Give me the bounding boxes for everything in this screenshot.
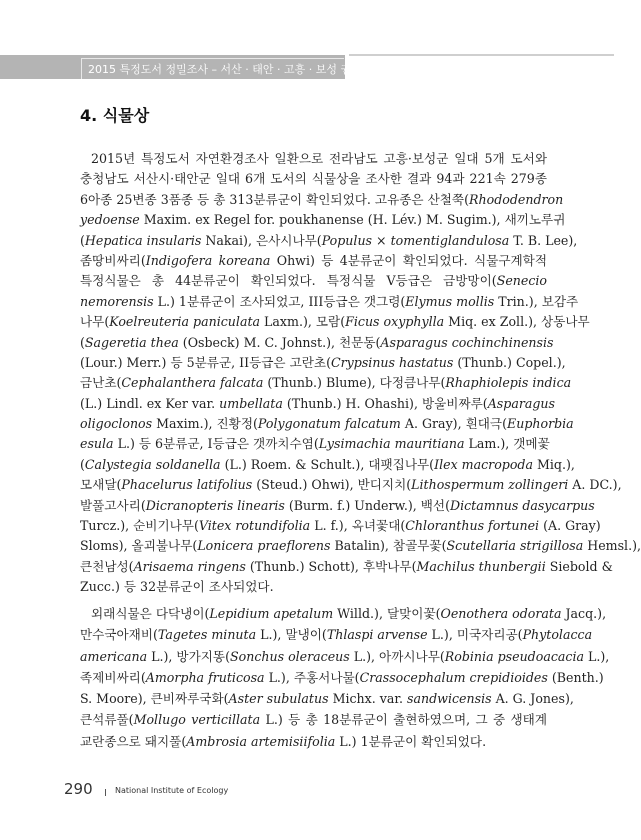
- text-line: [80, 577, 547, 597]
- text-line: [80, 475, 622, 495]
- scientific-name: nemorensis: [80, 293, 154, 309]
- text-segment: Miq.),: [533, 456, 575, 472]
- text-segment: (Thunb.) Blume), 다정큼나무(: [263, 375, 446, 391]
- scientific-name: americana: [80, 648, 148, 664]
- scientific-name: Chloranthus fortunei: [405, 518, 540, 534]
- text-segment: 좀땅비싸리(: [80, 252, 146, 268]
- text-segment: Maxim.), 진황정(: [152, 416, 258, 432]
- scientific-name: Asparagus: [487, 395, 555, 411]
- scientific-name: yedoense: [80, 212, 140, 228]
- text-line: [80, 688, 574, 709]
- scientific-name: Calystegia soldanella: [84, 456, 221, 472]
- scientific-name: Rhododendron: [469, 191, 564, 207]
- header-divider: [349, 54, 614, 56]
- scientific-name: umbellata: [219, 395, 283, 411]
- text-segment: (Thunb.) Copel.),: [453, 354, 566, 370]
- text-segment: L.) 1분류군이 조사되었고, III등급은 갯그령(: [153, 293, 406, 309]
- scientific-name: Scutellaria strigillosa: [446, 538, 584, 554]
- scientific-name: Oenothera odorata: [440, 606, 562, 621]
- scientific-name: Aster subulatus: [228, 691, 329, 707]
- text-segment: Zucc.) 등 32분류군이 조사되었다.: [80, 579, 274, 595]
- text-segment: L.) 1분류군이 확인되었다.: [335, 733, 487, 749]
- text-segment: Turcz.), 순비기나무(: [80, 518, 199, 534]
- scientific-name: Euphorbia: [507, 416, 574, 432]
- page-number: 290: [64, 780, 93, 798]
- text-segment: 외래식물은 다닥냉이(: [91, 606, 210, 621]
- scientific-name: Vitex rotundifolia: [198, 518, 311, 534]
- text-line: [80, 516, 601, 536]
- text-line: [80, 496, 595, 516]
- scientific-name: Mollugo verticillata: [133, 712, 261, 728]
- text-line: [80, 353, 566, 373]
- text-segment: 만수국아재비(: [80, 627, 158, 643]
- text-segment: S. Moore), 큰비짜루국화(: [80, 691, 229, 707]
- text-line: [80, 333, 554, 353]
- scientific-name: Hepatica insularis: [84, 232, 202, 248]
- scientific-name: Amorpha fruticosa: [145, 669, 265, 685]
- scientific-name: Machilus thunbergii: [416, 558, 546, 574]
- text-line: [80, 271, 547, 291]
- scientific-name: Ficus oxyphylla: [345, 314, 445, 330]
- text-segment: 족제비싸리(: [80, 669, 146, 685]
- text-line: [80, 231, 578, 251]
- scientific-name: Thlaspi arvense: [326, 627, 428, 643]
- text-segment: (Thunb.) Schott), 후박나무(: [245, 558, 417, 574]
- scientific-name: Dicranopteris linearis: [145, 497, 285, 513]
- scientific-name: sandwicensis: [407, 691, 492, 707]
- text-segment: (L.) Lindl. ex Ker var.: [80, 395, 220, 411]
- scientific-name: Lonicera praeflorens: [197, 538, 331, 554]
- scientific-name: Ilex macropoda: [434, 456, 533, 472]
- scientific-name: Senecio: [496, 273, 547, 289]
- scientific-name: Polygonatum falcatum: [257, 416, 401, 432]
- text-segment: (Steud.) Ohwi), 반디지치(: [252, 477, 412, 493]
- scientific-name: Sageretia thea: [84, 334, 179, 350]
- text-segment: Jacq.),: [561, 606, 607, 621]
- text-line: [80, 312, 590, 332]
- text-line: [80, 169, 547, 189]
- text-segment: 큰천남성(: [80, 558, 134, 574]
- text-line: [80, 434, 550, 454]
- paragraph-alien-flora: [80, 603, 610, 752]
- text-line: [80, 251, 547, 271]
- text-segment: (Osbeck) M. C. Johnst.), 천문동(: [178, 334, 381, 350]
- text-segment: Ohwi) 등 4분류군이 확인되었다. 식물구계학적: [270, 252, 547, 268]
- scientific-name: Populus × tomentiglandulosa: [321, 232, 510, 248]
- text-segment: L.), 주홍서나물(: [264, 669, 360, 685]
- scientific-name: esula: [80, 436, 114, 452]
- text-segment: L.), 말냉이(: [256, 627, 327, 643]
- text-segment: L.) 등 6분류군, I등급은 갯까치수염(: [113, 436, 319, 452]
- text-segment: L.), 아까시나무(: [349, 648, 445, 664]
- text-segment: (: [80, 334, 85, 350]
- text-line: [80, 394, 555, 414]
- scientific-name: Crassocephalum crepidioides: [359, 669, 548, 685]
- scientific-name: Phytolacca: [522, 627, 593, 643]
- paragraph-native-flora: [80, 149, 641, 598]
- text-segment: (A. Gray): [539, 518, 601, 534]
- text-segment: (L.) Roem. & Schult.), 대팻집나무(: [220, 456, 435, 472]
- text-line: [80, 414, 574, 434]
- text-segment: Maxim. ex Regel for. poukhanense (H. Lév.) M. Sugim.), 새끼노루귀: [139, 212, 566, 228]
- running-header-title: 2015 특정도서 정밀조사 – 서산 · 태안 · 고흥 · 보성 권역: [88, 63, 362, 76]
- section-title: 4. 식물상: [80, 106, 150, 125]
- text-line: [80, 292, 579, 312]
- scientific-name: Lysimachia mauritiana: [318, 436, 465, 452]
- text-segment: (Thunb.) H. Ohashi), 방울비짜루(: [282, 395, 488, 411]
- text-segment: Hemsl.),: [583, 538, 641, 554]
- text-line: [80, 646, 610, 667]
- text-segment: 특정식물은 총 44분류군이 확인되었다. 특정식물 V등급은 금방망이(: [80, 273, 497, 289]
- text-segment: 교란종으로 돼지풀(: [80, 733, 187, 749]
- text-segment: A. Gray), 흰대극(: [400, 416, 508, 432]
- text-segment: 충청남도 서산시·태안군 일대 6개 도서의 식물상을 조사한 결과 94과 221속 279종: [80, 171, 547, 187]
- text-line: [80, 536, 641, 556]
- text-segment: Trin.), 보감주: [494, 293, 579, 309]
- scientific-name: Rhaphiolepis indica: [445, 375, 572, 391]
- text-line: [80, 557, 613, 577]
- scientific-name: Arisaema ringens: [133, 558, 246, 574]
- scientific-name: Dictamnus dasycarpus: [449, 497, 595, 513]
- text-segment: Miq. ex Zoll.), 상동나무: [444, 314, 590, 330]
- text-line: [80, 709, 547, 730]
- scientific-name: Lepidium apetalum: [209, 606, 334, 621]
- scientific-name: Tagetes minuta: [157, 627, 257, 643]
- scientific-name: Elymus mollis: [405, 293, 495, 309]
- text-segment: 나무(: [80, 314, 110, 330]
- scientific-name: Crypsinus hastatus: [331, 354, 454, 370]
- text-segment: Michx. var.: [328, 691, 408, 707]
- scientific-name: Sonchus oleraceus: [230, 648, 350, 664]
- footer-separator: [105, 789, 106, 796]
- text-line: [80, 603, 607, 624]
- text-segment: 발풀고사리(: [80, 497, 146, 513]
- text-line: [80, 190, 564, 210]
- text-segment: Siebold &: [545, 558, 613, 574]
- text-segment: 금난초(: [80, 375, 122, 391]
- scientific-name: Lithospermum zollingeri: [411, 477, 569, 493]
- text-segment: Willd.), 달맞이꽃(: [333, 606, 441, 621]
- scientific-name: Phacelurus latifolius: [121, 477, 253, 493]
- footer-publisher: National Institute of Ecology: [115, 786, 229, 795]
- text-segment: Laxm.), 모람(: [260, 314, 346, 330]
- text-segment: (: [80, 456, 85, 472]
- text-segment: L.),: [583, 648, 610, 664]
- scientific-name: oligoclonos: [80, 416, 153, 432]
- text-segment: 모새달(: [80, 477, 122, 493]
- scientific-name: Asparagus cochinchinensis: [380, 334, 554, 350]
- text-segment: Batalin), 참골무꽃(: [330, 538, 447, 554]
- text-segment: L.) 등 총 18분류군이 출현하였으며, 그 중 생태계: [260, 712, 547, 728]
- text-line: [80, 373, 572, 393]
- text-segment: A. DC.),: [568, 477, 622, 493]
- scientific-name: Indigofera koreana: [145, 252, 271, 268]
- text-segment: L.), 미국자리공(: [427, 627, 523, 643]
- text-line: [80, 455, 575, 475]
- text-segment: Nakai), 은사시나무(: [201, 232, 322, 248]
- scientific-name: Cephalanthera falcata: [121, 375, 264, 391]
- text-line: [80, 731, 547, 752]
- text-segment: (Lour.) Merr.) 등 5분류군, II등급은 고란초(: [80, 354, 331, 370]
- text-segment: (Benth.): [547, 669, 604, 685]
- text-segment: L. f.), 옥녀꽃대(: [310, 518, 406, 534]
- scientific-name: Koelreuteria paniculata: [109, 314, 261, 330]
- text-segment: A. G. Jones),: [491, 691, 574, 707]
- scientific-name: Robinia pseudoacacia: [444, 648, 584, 664]
- text-segment: (Burm. f.) Underw.), 백선(: [284, 497, 450, 513]
- text-segment: 큰석류풀(: [80, 712, 134, 728]
- text-segment: 2015년 특정도서 자연환경조사 일환으로 전라남도 고흥·보성군 일대 5개 도서와: [91, 151, 547, 166]
- text-line: [80, 667, 604, 688]
- text-line: [80, 210, 566, 230]
- text-line: [80, 149, 547, 169]
- scientific-name: Ambrosia artemisiifolia: [186, 733, 336, 749]
- text-segment: T. B. Lee),: [509, 232, 578, 248]
- text-segment: (: [80, 232, 85, 248]
- text-segment: 6아종 25변종 3품종 등 총 313분류군이 확인되었다. 고유종은 산철쭉(: [80, 191, 470, 207]
- text-segment: L.), 방가지똥(: [147, 648, 231, 664]
- text-line: [80, 624, 593, 645]
- text-segment: Lam.), 갯메꽃: [464, 436, 550, 452]
- text-segment: Sloms), 올괴불나무(: [80, 538, 198, 554]
